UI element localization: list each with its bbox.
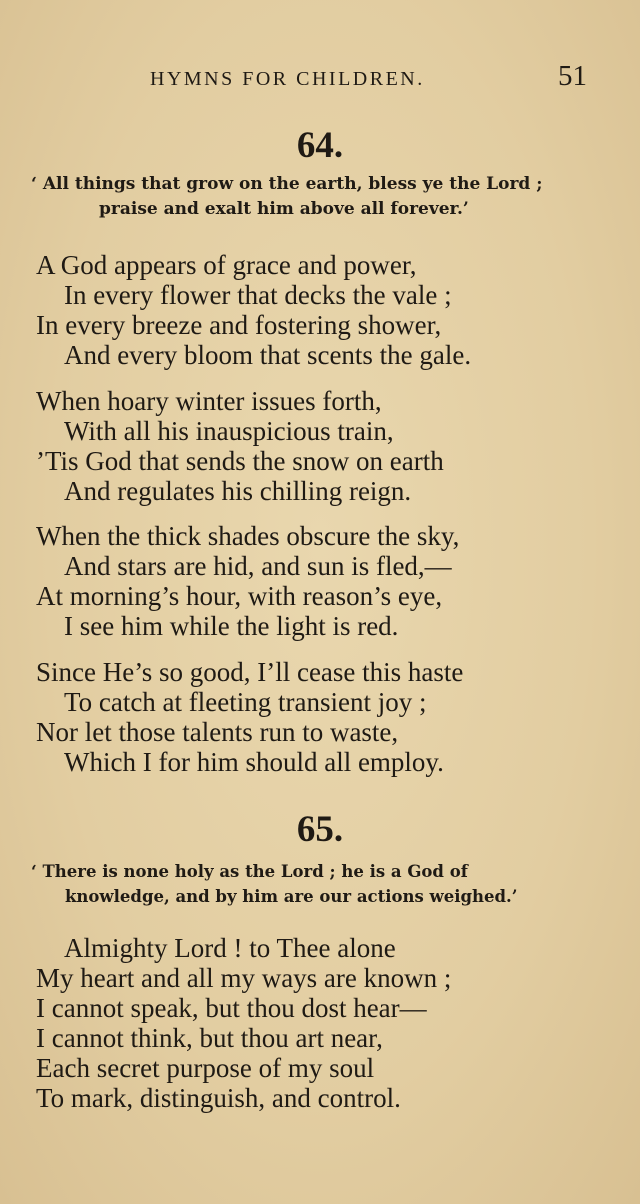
verse-line: My heart and all my ways are known ; <box>36 963 452 993</box>
verse-line: Which I for him should all employ. <box>64 747 444 777</box>
verse-line: At morning’s hour, with reason’s eye, <box>36 581 443 611</box>
hymn-number: 64. <box>296 125 344 166</box>
verse-line: Each secret purpose of my soul <box>36 1053 375 1083</box>
verse-line: Since He’s so good, I’ll cease this haste <box>36 657 464 687</box>
verse-line: When hoary winter issues forth, <box>36 386 382 416</box>
verse-line: In every breeze and fostering shower, <box>36 310 442 340</box>
page-number: 51 <box>558 60 587 92</box>
running-head-title: HYMNS FOR CHILDREN. <box>150 68 425 90</box>
verse-line: And regulates his chilling reign. <box>64 476 412 506</box>
verse-line: I cannot speak, but thou dost hear— <box>36 993 427 1023</box>
verse-line: And every bloom that scents the gale. <box>64 340 472 370</box>
epigraph-line: ‘ All things that grow on the earth, bless ye the Lord ; <box>31 174 543 194</box>
hymn-number: 65. <box>296 809 344 850</box>
verse-line: Nor let those talents run to waste, <box>36 717 399 747</box>
verse-line: In every flower that decks the vale ; <box>64 280 452 310</box>
verse-line: I see him while the light is red. <box>64 611 399 641</box>
verse-line: To catch at fleeting transient joy ; <box>64 687 427 717</box>
verse-line: When the thick shades obscure the sky, <box>36 521 460 551</box>
verse-line: With all his inauspicious train, <box>64 416 394 446</box>
epigraph-line: ‘ There is none holy as the Lord ; he is a God of <box>31 862 468 881</box>
verse-line: A God appears of grace and power, <box>36 250 417 280</box>
verse-line: And stars are hid, and sun is fled,— <box>64 551 452 581</box>
hymn-epigraph <box>31 172 543 222</box>
hymn-epigraph <box>31 859 518 909</box>
epigraph-line: praise and exalt him above all forever.’ <box>99 199 469 219</box>
verse-line: To mark, distinguish, and control. <box>36 1083 401 1113</box>
verse-line: Almighty Lord ! to Thee alone <box>64 933 396 963</box>
verse-line: ’Tis God that sends the snow on earth <box>36 446 444 476</box>
epigraph-line: knowledge, and by him are our actions weighed.’ <box>65 887 518 906</box>
verse-line: I cannot think, but thou art near, <box>36 1023 383 1053</box>
